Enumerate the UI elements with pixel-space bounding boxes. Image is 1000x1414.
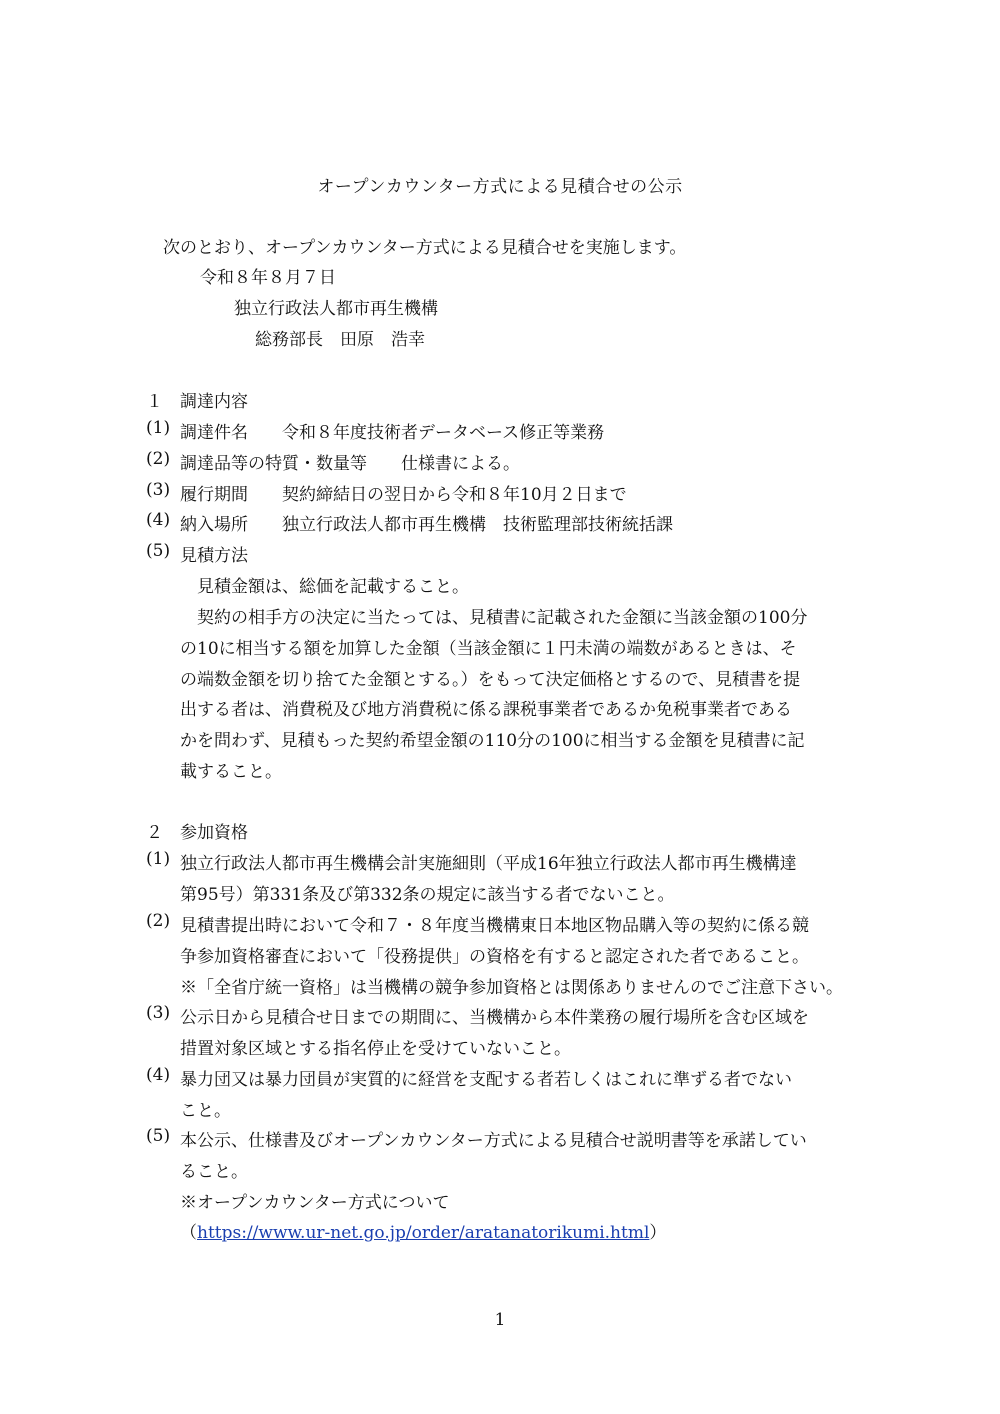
url-line [180, 1218, 666, 1243]
item-2-5-line-2: ること。 [180, 1162, 248, 1182]
item-1-4-number: (4) [146, 510, 171, 530]
item-2-5-number: (5) [146, 1126, 171, 1146]
item-1-1-text: 調達件名 令和８年度技術者データベース修正等業務 [180, 423, 605, 443]
item-1-5-text: 見積方法 [180, 546, 248, 566]
item-2-3-line-2: 措置対象区域とする指名停止を受けていないこと。 [180, 1039, 571, 1059]
item-2-1-line-1: 独立行政法人都市再生機構会計実施細則（平成16年独立行政法人都市再生機構達 [180, 854, 797, 874]
estimate-paragraph-2-line-2: の10に相当する額を加算した金額（当該金額に１円未満の端数があるときは、そ [180, 639, 797, 659]
item-2-5-line-1: 本公示、仕様書及びオープンカウンター方式による見積合せ説明書等を承諾してい [180, 1131, 807, 1151]
section-2-heading: ２ 参加資格 [146, 823, 248, 843]
item-2-3-number: (3) [146, 1003, 171, 1023]
item-2-2-line-1: 見積書提出時において令和７・８年度当機構東日本地区物品購入等の契約に係る競 [180, 916, 809, 936]
url-close-paren: ） [649, 1223, 667, 1243]
item-2-2-number: (2) [146, 911, 171, 931]
intro-text: 次のとおり、オープンカウンター方式による見積合せを実施します。 [163, 238, 687, 258]
issue-date: 令和８年８月７日 [200, 268, 336, 288]
document-title: オープンカウンター方式による見積合せの公示 [317, 177, 683, 197]
open-counter-url-link[interactable]: https://www.ur-net.go.jp/order/aratanatorikumi.html [197, 1223, 650, 1243]
item-1-1-number: (1) [146, 418, 171, 438]
item-2-2-note: ※「全省庁統一資格」は当機構の競争参加資格とは関係ありませんのでご注意下さい。 [180, 978, 843, 998]
organization-name: 独立行政法人都市再生機構 [234, 299, 438, 319]
item-2-3-line-1: 公示日から見積合せ日までの期間に、当機構から本件業務の履行場所を含む区域を [180, 1008, 809, 1028]
item-1-3-number: (3) [146, 480, 171, 500]
signer-name: 総務部長 田原 浩幸 [255, 330, 425, 350]
item-1-3-text: 履行期間 契約締結日の翌日から令和８年10月２日まで [180, 485, 627, 505]
url-open-paren: （ [180, 1223, 197, 1243]
estimate-paragraph-1: 見積金額は、総価を記載すること。 [197, 577, 469, 597]
estimate-paragraph-2-line-1: 契約の相手方の決定に当たっては、見積書に記載された金額に当該金額の100分 [197, 608, 808, 628]
open-counter-note: ※オープンカウンター方式について [180, 1193, 450, 1213]
item-1-2-text: 調達品等の特質・数量等 仕様書による。 [180, 454, 520, 474]
item-2-4-line-2: こと。 [180, 1101, 231, 1121]
item-1-5-number: (5) [146, 541, 171, 561]
section-1-heading: １ 調達内容 [146, 392, 248, 412]
estimate-paragraph-2-line-4: 出する者は、消費税及び地方消費税に係る課税事業者であるか免税事業者である [180, 700, 792, 720]
item-2-1-number: (1) [146, 849, 171, 869]
item-1-4-text: 納入場所 独立行政法人都市再生機構 技術監理部技術統括課 [180, 515, 673, 535]
item-2-4-number: (4) [146, 1065, 171, 1085]
estimate-paragraph-2-line-3: の端数金額を切り捨てた金額とする。）をもって決定価格とするので、見積書を提 [180, 670, 801, 690]
estimate-paragraph-2-line-5: かを問わず、見積もった契約希望金額の110分の100に相当する金額を見積書に記 [180, 731, 805, 751]
item-2-4-line-1: 暴力団又は暴力団員が実質的に経営を支配する者若しくはこれに準ずる者でない [180, 1070, 792, 1090]
item-2-2-line-2: 争参加資格審査において「役務提供」の資格を有すると認定された者であること。 [180, 947, 809, 967]
page-number: 1 [494, 1310, 506, 1330]
estimate-paragraph-2-line-6: 載すること。 [180, 762, 282, 782]
item-2-1-line-2: 第95号）第331条及び第332条の規定に該当する者でないこと。 [180, 885, 675, 905]
item-1-2-number: (2) [146, 449, 171, 469]
